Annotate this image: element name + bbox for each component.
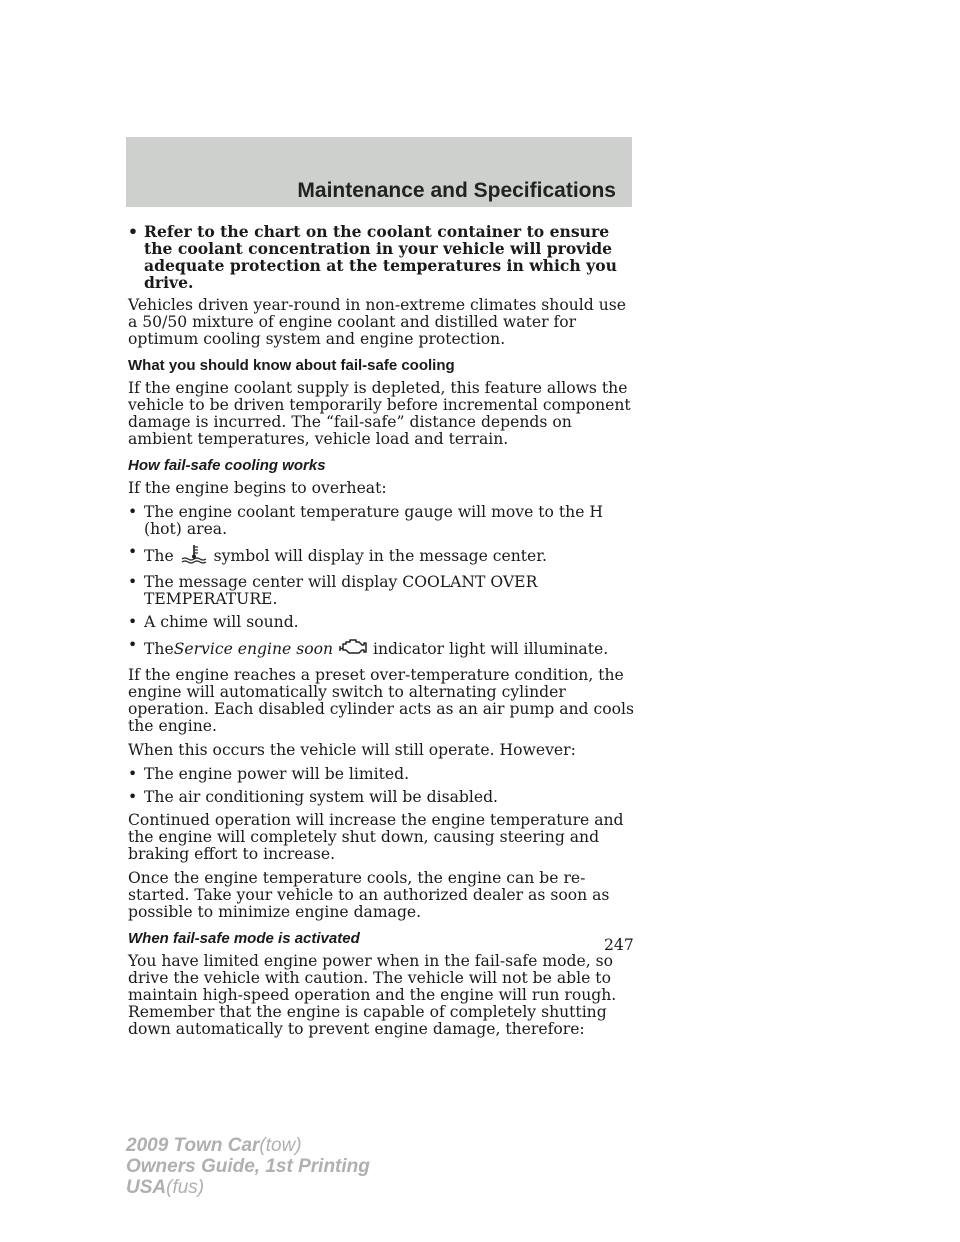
bullet-text-suffix: symbol will display in the message center. [213, 547, 547, 565]
bullet-chime [128, 614, 636, 631]
paragraph-continued-operation: Continued operation will increase the engine temperature and the engine will completely shut down, causing steering and braking effort to increase. [128, 811, 624, 863]
header-band [126, 137, 632, 207]
paragraph-fail-safe-description: If the engine coolant supply is depleted, this feature allows the vehicle to be driven temporarily before incremental component damage is incurred. The “fail-safe” distance depends on ambient temperatures, vehicle load and terrain. [128, 379, 631, 448]
paragraph-begins-overheat: If the engine begins to overheat: [128, 479, 387, 497]
bullet-text: The air conditioning system will be disabled. [144, 788, 499, 806]
section-title: Maintenance and Specifications [297, 179, 616, 202]
footer-market: USA [126, 1177, 167, 1198]
bullet-text: A chime will sound. [144, 613, 299, 631]
bullet-text-prefix: The [144, 640, 174, 658]
bullet-dot: • [128, 788, 138, 806]
footer-model: 2009 Town Car [126, 1135, 260, 1156]
footer-line-3 [126, 1177, 370, 1198]
bullet-dot: • [128, 543, 138, 561]
footer-line-2 [126, 1156, 370, 1177]
bullet-text: The engine power will be limited. [144, 765, 410, 783]
paragraph-coolant-mixture: Vehicles driven year-round in non-extreme climates should use a 50/50 mixture of engine coolant and distilled water for optimum cooling system and engine protection. [128, 296, 626, 348]
bullet-text: The message center will display COOLANT OVER TEMPERATURE. [144, 573, 538, 608]
bullet-dot: • [128, 613, 138, 631]
paragraph-restart: Once the engine temperature cools, the engine can be re-started. Take your vehicle to an authorized dealer as soon as possible to minimize engine damage. [128, 869, 610, 921]
bullet-dot: • [128, 765, 138, 783]
bullet-coolant-chart [128, 223, 636, 291]
bullet-dot: • [128, 222, 138, 241]
bullet-dot: • [128, 503, 138, 521]
paragraph-over-temperature: If the engine reaches a preset over-temperature condition, the engine will automatically switch to alternating cylinder operation. Each disabled cylinder acts as an air pump and cools the engine. [128, 666, 634, 735]
subheading-fail-safe-activated: When fail-safe mode is activated [128, 930, 360, 947]
bullet-gauge [128, 504, 636, 538]
bullet-message-center [128, 574, 636, 608]
footer-guide: Owners Guide, 1st Printing [126, 1156, 370, 1177]
bullet-symbol [128, 544, 636, 568]
bullet-dot: • [128, 636, 138, 654]
footer [126, 1135, 370, 1198]
bullet-power-limited [128, 766, 636, 783]
bullet-text-suffix: indicator light will illuminate. [373, 640, 609, 658]
bullet-text: Refer to the chart on the coolant container to ensure the coolant concentration in your vehicle will provide adequate protection at the temperatures in which you drive. [144, 222, 617, 292]
bullet-service-engine [128, 637, 636, 661]
bullet-dot: • [128, 573, 138, 591]
footer-line-1 [126, 1135, 370, 1156]
check-engine-icon [338, 637, 368, 661]
coolant-temperature-icon [179, 544, 209, 568]
bullet-text-italic: Service engine soon [173, 640, 334, 658]
paragraph-still-operate: When this occurs the vehicle will still operate. However: [128, 741, 576, 759]
page-number: 247 [604, 936, 634, 954]
bullet-text: The engine coolant temperature gauge will move to the H (hot) area. [144, 503, 603, 538]
bullet-text-prefix: The [144, 547, 174, 565]
footer-model-code: (tow) [259, 1135, 302, 1156]
page-content [128, 223, 636, 1045]
subheading-how-it-works: How fail-safe cooling works [128, 457, 326, 474]
heading-fail-safe-cooling: What you should know about fail-safe cooling [128, 357, 455, 374]
footer-market-code: (fus) [166, 1177, 205, 1198]
bullet-ac-disabled [128, 789, 636, 806]
paragraph-limited-power: You have limited engine power when in the fail-safe mode, so drive the vehicle with caution. The vehicle will not be able to maintain high-speed operation and the engine will run rough. Remember that the engine is capable of completely shutting down automatically to prevent engine damage, therefore: [128, 952, 617, 1038]
